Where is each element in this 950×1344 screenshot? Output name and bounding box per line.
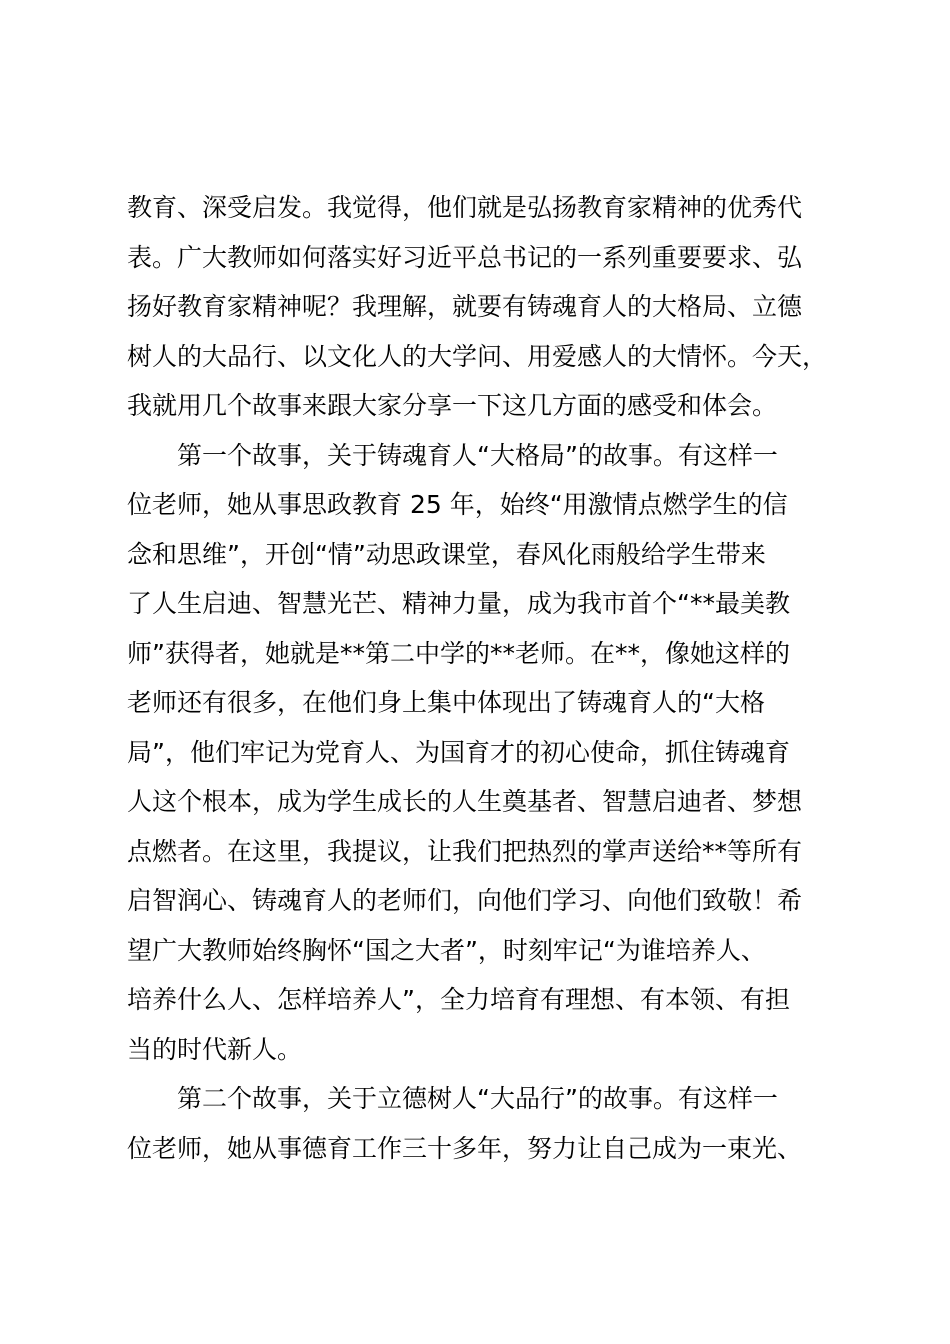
text-line: 我就用几个故事来跟大家分享一下这几方面的感受和体会。 [127, 391, 778, 420]
text-line: 老师还有很多，在他们身上集中体现出了铸魂育人的“大格 [127, 688, 765, 717]
text-line: 局”，他们牢记为党育人、为国育才的初心使命，抓住铸魂育 [127, 737, 790, 767]
text-line: 人这个根本，成为学生成长的人生奠基者、智慧启迪者、梦想 [127, 787, 803, 816]
text-line: 点燃者。在这里，我提议，让我们把热烈的掌声送给**等所有 [127, 836, 803, 866]
text-line: 树人的大品行、以文化人的大学问、用爱感人的大情怀。今天， [127, 341, 828, 371]
text-line: 位老师，她从事德育工作三十多年，努力让自己成为一束光、 [127, 1133, 803, 1163]
text-line: 当的时代新人。 [127, 1034, 303, 1064]
text-line: 望广大教师始终胸怀“国之大者”，时刻牢记“为谁培养人、 [127, 935, 766, 965]
text-line: 启智润心、铸魂育人的老师们，向他们学习、向他们致敬！希 [127, 886, 803, 915]
text-line: 扬好教育家精神呢？我理解，就要有铸魂育人的大格局、立德 [127, 292, 803, 321]
text-line: 表。广大教师如何落实好习近平总书记的一系列重要要求、弘 [127, 242, 803, 272]
text-line: 培养什么人、怎样培养人”，全力培育有理想、有本领、有担 [127, 985, 790, 1014]
paragraph-first-line: 第二个故事，关于立德树人“大品行”的故事。有这样一 [177, 1084, 778, 1113]
text-line: 教育、深受启发。我觉得，他们就是弘扬教育家精神的优秀代 [127, 193, 803, 222]
body-text [127, 183, 847, 1173]
text-line: 了人生启迪、智慧光芒、精神力量，成为我市首个“**最美教 [127, 589, 790, 618]
text-line: 念和思维”，开创“情”动思政课堂，春风化雨般给学生带来 [127, 539, 766, 569]
text-line: 师”获得者，她就是**第二中学的**老师。在**，像她这样的 [127, 638, 790, 668]
text-line: 位老师，她从事思政教育 25 年，始终“用激情点燃学生的信 [127, 490, 788, 519]
paragraph-first-line: 第一个故事，关于铸魂育人“大格局”的故事。有这样一 [177, 440, 778, 470]
